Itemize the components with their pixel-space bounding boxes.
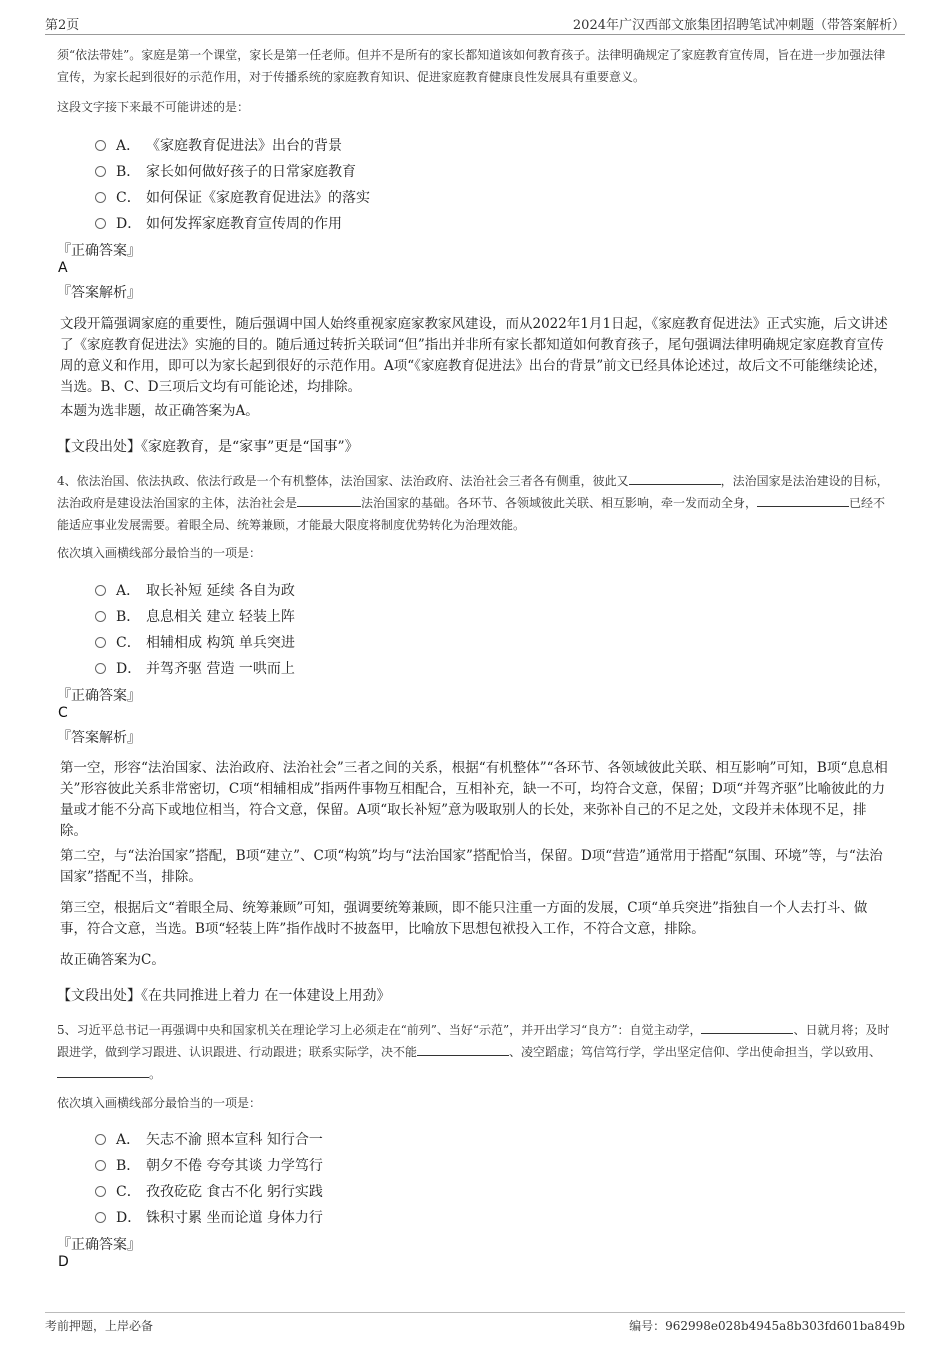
radio-icon[interactable] bbox=[95, 192, 106, 203]
radio-icon[interactable] bbox=[95, 1134, 106, 1145]
q4-stem: 4、依法治国、依法执政、依法行政是一个有机整体，法治国家、法治政府、法治社会三者各有侧重，彼此又 ，法治国家是法治建设的目标，法治政府是建设法治国家的主体，法治社会是 法治国家的基础。各环节、各领域彼此关联、相互影响，牵一发而动全身， 已经不能适应事业发展需要。着眼全局、统筹兼顾，才能最大限度将制度优势转化为治理效能。 bbox=[57, 474, 889, 532]
q3-source: 【文段出处】《家庭教育，是“家事”更是“国事”》 bbox=[57, 439, 359, 455]
q4-options bbox=[95, 577, 295, 681]
q5-blank-1 bbox=[701, 1021, 793, 1034]
q3-analysis-paragraph: 文段开篇强调家庭的重要性，随后强调中国人始终重视家庭家教家风建设，而从2022年1月1日起，《家庭教育促进法》正式实施，后文讲述了《家庭教育促进法》实施的目的。随后通过转折关联词“但”指出并非所有家长都知道如何教育孩子，尾句强调法律明确规定家庭教育宣传周的意义和作用，即可以为家长起到很好的示范作用。A项“《家庭教育促进法》出台的背景”前文已经具体论述过，故后文不可能继续论述，当选。B、C、D三项后文均有可能论述，均排除。 bbox=[60, 316, 888, 395]
page-header bbox=[45, 10, 905, 35]
footer-slogan: 考前押题，上岸必备 bbox=[45, 1319, 154, 1333]
q4-blank-1 bbox=[629, 472, 721, 485]
q5-blank-3 bbox=[57, 1065, 149, 1078]
q4-option-d[interactable]: D． 并驾齐驱 营造 一哄而上 bbox=[95, 655, 295, 681]
radio-icon[interactable] bbox=[95, 1186, 106, 1197]
page-number: 第2页 bbox=[45, 18, 80, 33]
q5-stem: 5、习近平总书记一再强调中央和国家机关在理论学习上必须走在“前列”、当好“示范”，并开出学习“良方”：自觉主动学， 、日就月将；及时跟进学，做到学习跟进、认识跟进、行动跟进；联系实际学，决不能 、凌空蹈虚；笃信笃行学，学出坚定信仰、学出使命担当，学以致用、。 bbox=[57, 1023, 890, 1081]
q4-blank-3 bbox=[757, 494, 849, 507]
q5-blank-2 bbox=[417, 1043, 509, 1056]
q5-options bbox=[95, 1126, 323, 1230]
q4-option-a[interactable]: A． 取长补短 延续 各自为政 bbox=[95, 577, 295, 603]
radio-icon[interactable] bbox=[95, 663, 106, 674]
document-title: 2024年广汉西部文旅集团招聘笔试冲刺题（带答案解析） bbox=[572, 18, 905, 33]
q4-answer-label: 『正确答案』 bbox=[57, 688, 141, 704]
radio-icon[interactable] bbox=[95, 1212, 106, 1223]
q3-analysis-label: 『答案解析』 bbox=[57, 285, 141, 301]
q3-options bbox=[95, 132, 370, 236]
q3-stem: 须“依法带娃”。家庭是第一个课堂，家长是第一任老师。但并不是所有的家长都知道该如何教育孩子。法律明确规定了家庭教育宣传周，旨在进一步加强法律宣传，为家长起到很好的示范作用，对于传播系统的家庭教育知识、促进家庭教育健康良性发展具有重要意义。 bbox=[57, 48, 886, 84]
q4-blank-2 bbox=[297, 494, 361, 507]
q4-analysis-label: 『答案解析』 bbox=[57, 730, 141, 746]
radio-icon[interactable] bbox=[95, 611, 106, 622]
q4-analysis-first-blank: 第一空，形容“法治国家、法治政府、法治社会”三者之间的关系，根据“有机整体”“各环节、各领域彼此关联、相互影响”可知，B项“息息相关”形容彼此关系非常密切，C项“相辅相成”指两件事物互相配合，互相补充，缺一不可，均符合文意，保留；D项“并驾齐驱”比喻彼此的力量或才能不分高下或地位相当，符合文意，保留。A项“取长补短”意为吸取别人的长处，来弥补自己的不足之处，文段并未体现不足，排除。 bbox=[60, 760, 888, 839]
q4-source: 【文段出处】《在共同推进上着力 在一体建设上用劲》 bbox=[57, 988, 391, 1004]
q3-option-c[interactable]: C． 如何保证《家庭教育促进法》的落实 bbox=[95, 184, 370, 210]
page-footer bbox=[45, 1312, 905, 1337]
radio-icon[interactable] bbox=[95, 585, 106, 596]
q4-analysis-third-blank: 第三空，根据后文“着眼全局、统筹兼顾”可知，强调要统筹兼顾，即不能只注重一方面的发展，C项“单兵突进”指独自一个人去打斗、做事，符合文意，当选。B项“轻装上阵”指作战时不披盔甲，比喻放下思想包袱投入工作，不符合文意，排除。 bbox=[60, 900, 868, 937]
q4-prompt: 依次填入画横线部分最恰当的一项是： bbox=[57, 546, 262, 560]
q3-option-d[interactable]: D． 如何发挥家庭教育宣传周的作用 bbox=[95, 210, 370, 236]
q3-prompt: 这段文字接下来最不可能讲述的是： bbox=[57, 100, 250, 114]
radio-icon[interactable] bbox=[95, 637, 106, 648]
q5-option-a[interactable]: A． 矢志不渝 照本宣科 知行合一 bbox=[95, 1126, 323, 1152]
q3-answer: A bbox=[58, 260, 68, 276]
q5-prompt: 依次填入画横线部分最恰当的一项是： bbox=[57, 1096, 262, 1110]
q5-option-c[interactable]: C． 孜孜矻矻 食古不化 躬行实践 bbox=[95, 1178, 323, 1204]
q3-analysis-conclusion: 本题为选非题，故正确答案为A。 bbox=[60, 403, 259, 419]
q4-option-c[interactable]: C． 相辅相成 构筑 单兵突进 bbox=[95, 629, 295, 655]
q4-answer: C bbox=[58, 705, 68, 721]
radio-icon[interactable] bbox=[95, 218, 106, 229]
q5-option-b[interactable]: B． 朝夕不倦 夸夸其谈 力学笃行 bbox=[95, 1152, 323, 1178]
radio-icon[interactable] bbox=[95, 166, 106, 177]
radio-icon[interactable] bbox=[95, 1160, 106, 1171]
radio-icon[interactable] bbox=[95, 140, 106, 151]
q3-option-b[interactable]: B． 家长如何做好孩子的日常家庭教育 bbox=[95, 158, 370, 184]
q5-answer: D bbox=[58, 1254, 69, 1270]
q5-option-d[interactable]: D． 铢积寸累 坐而论道 身体力行 bbox=[95, 1204, 323, 1230]
q3-option-a[interactable]: A． 《家庭教育促进法》出台的背景 bbox=[95, 132, 370, 158]
document-id: 编号：962998e028b4945a8b303fd601ba849b bbox=[629, 1319, 905, 1333]
q5-answer-label: 『正确答案』 bbox=[57, 1237, 141, 1253]
q4-analysis-second-blank: 第二空，与“法治国家”搭配，B项“建立”、C项“构筑”均与“法治国家”搭配恰当，保留。D项“营造”通常用于搭配“氛围、环境”等，与“法治国家”搭配不当，排除。 bbox=[60, 848, 883, 885]
q4-option-b[interactable]: B． 息息相关 建立 轻装上阵 bbox=[95, 603, 295, 629]
q4-analysis-conclusion: 故正确答案为C。 bbox=[60, 952, 165, 968]
q3-answer-label: 『正确答案』 bbox=[57, 243, 141, 259]
